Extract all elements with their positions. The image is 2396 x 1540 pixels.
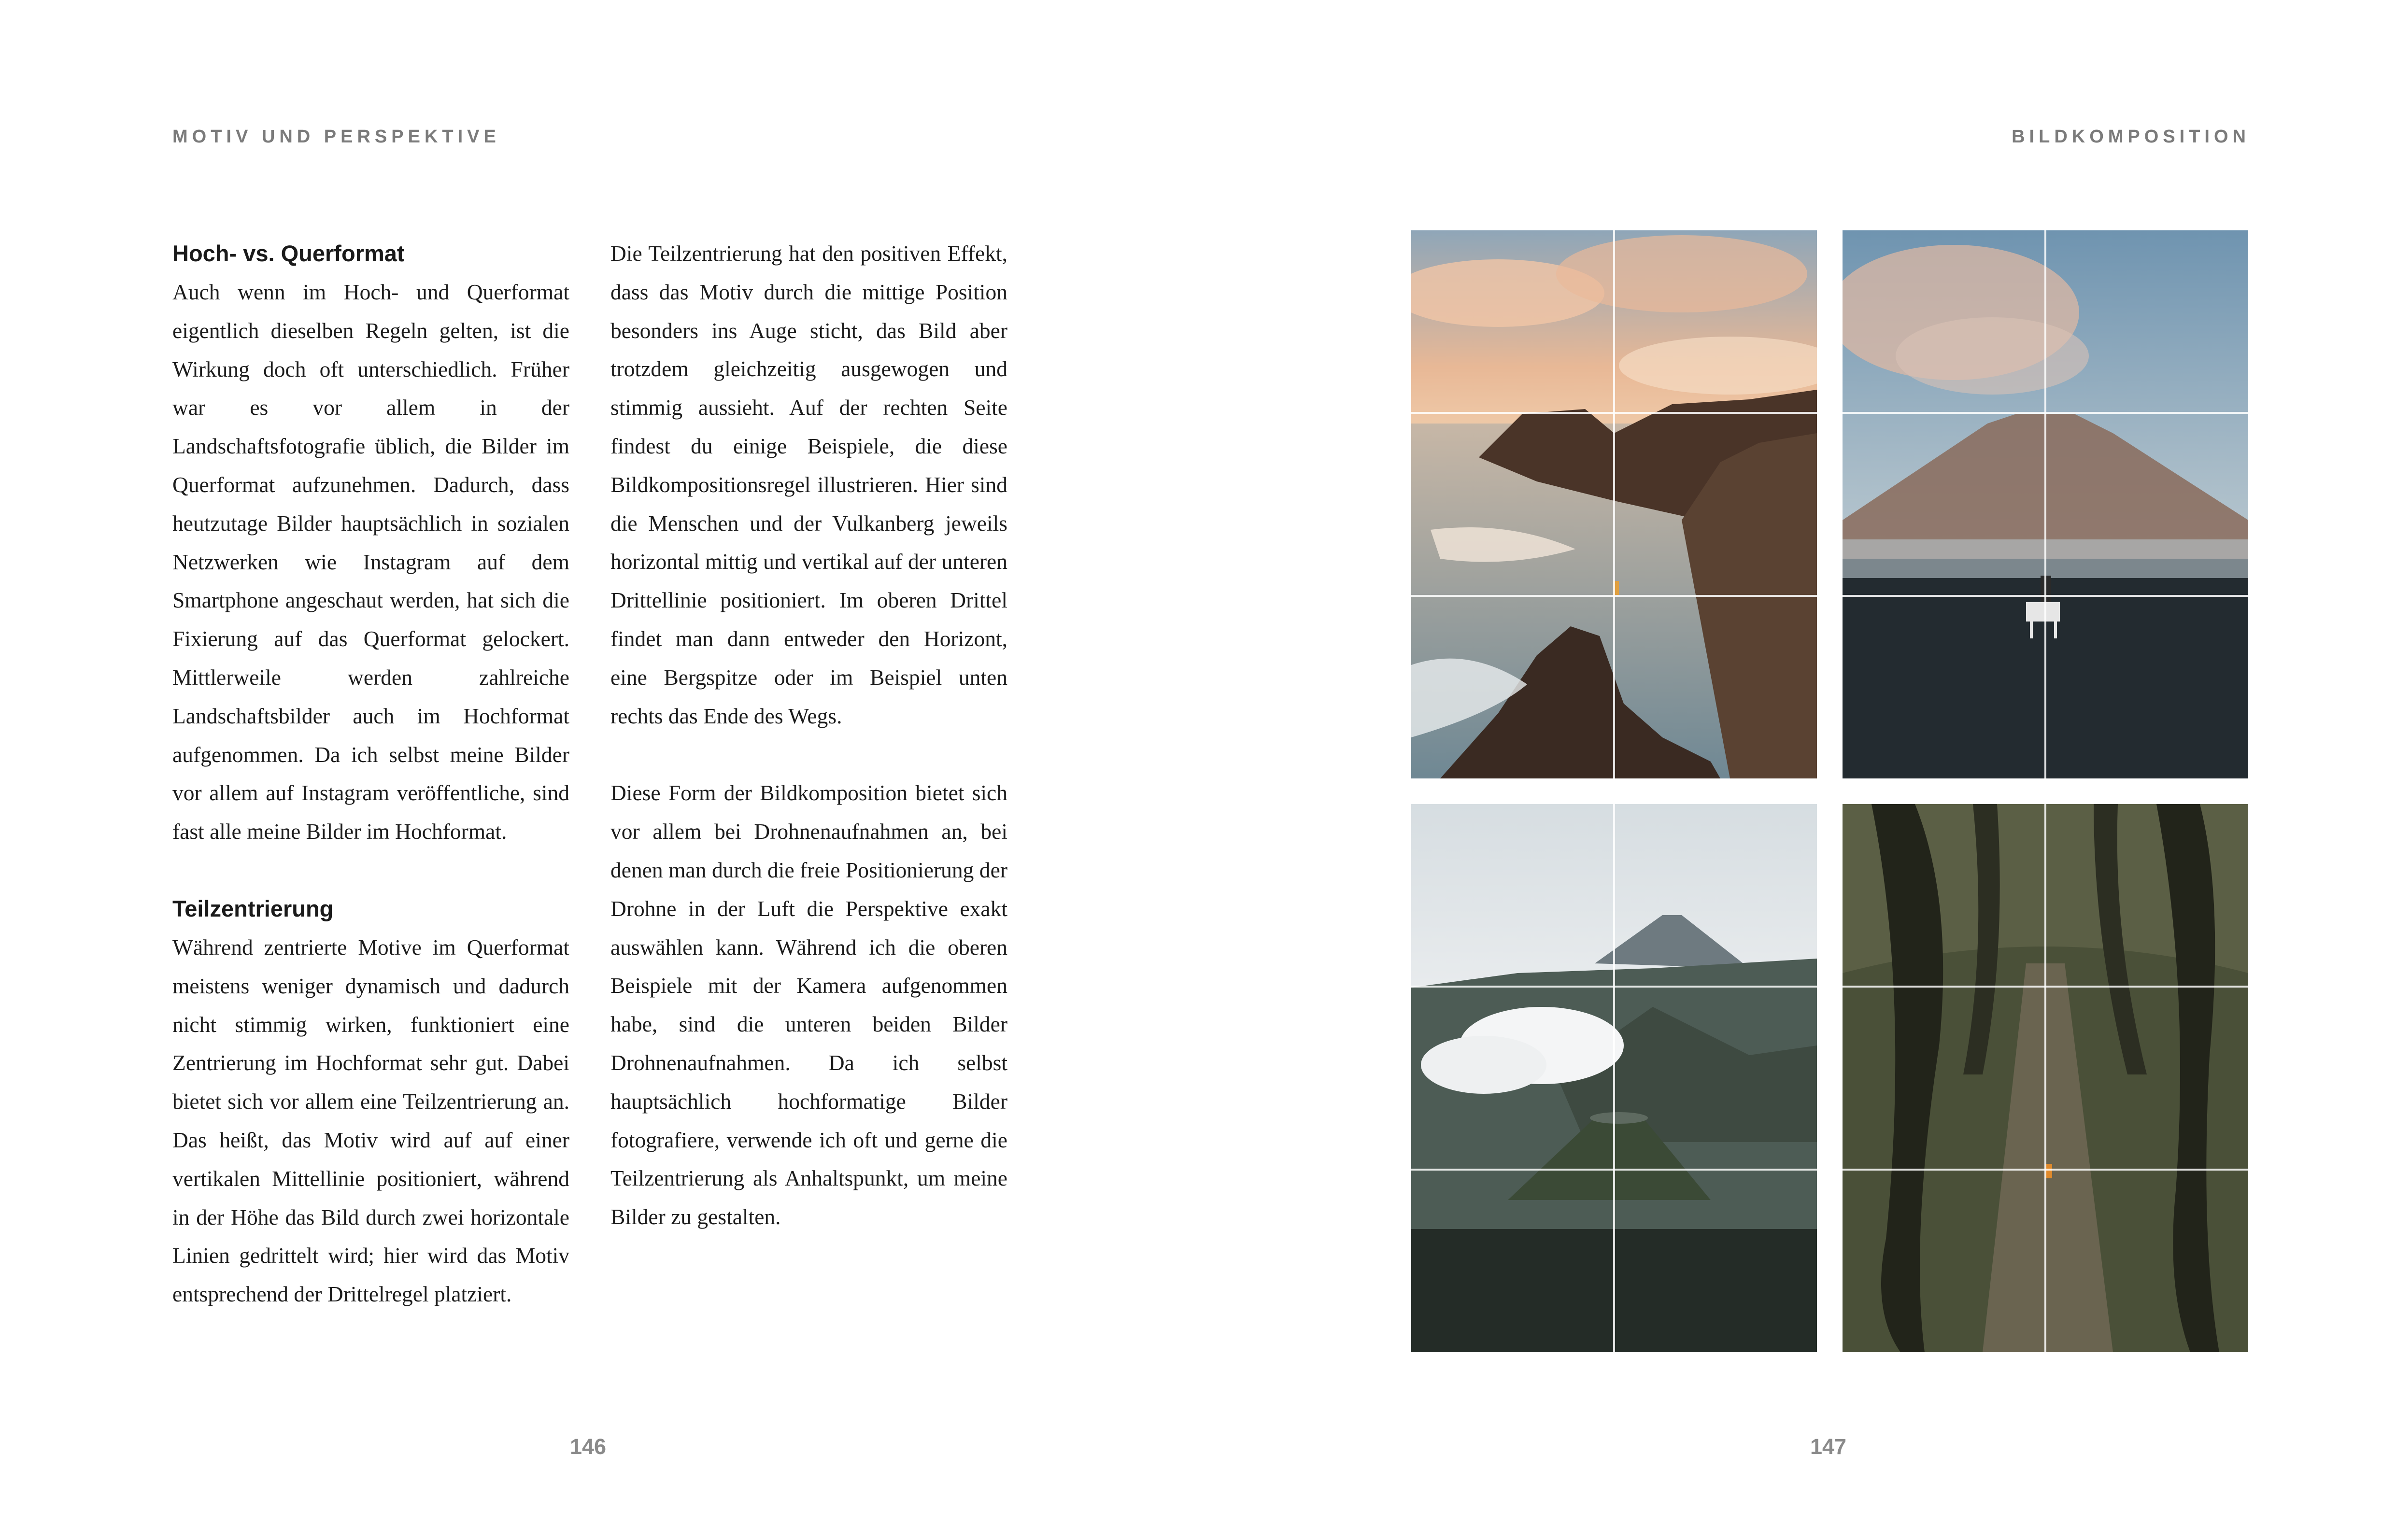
body-paragraph: Diese Form der Bildkomposition bietet sich vor allem bei Drohnenaufnahmen an, bei denen man durch die freie Positionierung der Drohne in der Luft die Perspektive exakt auswählen kann. Während ich die oberen Beispiele mit der Kamera aufgenommen habe, sind die unteren beiden Bilder Drohnenaufnahmen. Da ich selbst hauptsächlich hochformatige Bilder fotografiere, verwende ich oft und gerne die Teilzentrierung als Anhaltspunkt, um meine Bilder zu gestalten. [610,780,1007,1229]
running-head-right: BILDKOMPOSITION [2012,127,2250,147]
body-paragraph: Während zentrierte Motive im Querformat meistens weniger dynamisch und dadurch nicht stimmig wirken, funktioniert eine Zentrierung im Hochformat sehr gut. Dabei bietet sich vor allem eine Teilzentrierung an. Das heißt, das Motiv wird auf auf einer vertikalen Mittellinie positioniert, während in der Höhe das Bild durch zwei horizontale Linien gedrittelt wird; hier wird das Motiv entsprechend der Drittelregel platziert. [172,934,569,1307]
grid-line [1411,1169,1817,1171]
photo-volcanic-landscape [1411,804,1817,1352]
body-paragraph: Die Teilzentrierung hat den positiven Effekt, dass das Motiv durch die mittige Position besonders ins Auge sticht, das Bild aber trotzdem gleichzeitig ausgewogen und stimmig aussieht. Auf der rechten Seite findest du einige Beispiele, die diese Bildkompositionsregel illustrieren. Hier sind die Menschen und der Vulkanberg jeweils horizontal mittig und vertikal auf der unteren Drittellinie positioniert. Im oberen Drittel findet man dann entweder den Horizont, eine Bergspitze oder im Beispiel unten rechts das Ende des Wegs. [610,241,1007,728]
grid-line [2044,804,2046,1352]
section-heading: Teilzentrierung [172,895,334,921]
body-paragraph: Auch wenn im Hoch- und Querformat eigentlich dieselben Regeln gelten, ist die Wirkung doch oft unterschiedlich. Früher war es vor allem in der Landschaftsfotografie üblich, die Bilder im Querformat aufzunehmen. Dadurch, dass heutzutage Bilder hauptsächlich in sozialen Netzwerken wie Instagram auf dem Smartphone angeschaut werden, hat sich die Fixierung auf das Querformat gelockert. Mittlerweile werden zahlreiche Landschaftsbilder auch im Hochformat aufgenommen. Da ich selbst meine Bilder vor allem auf Instagram veröffentliche, sind fast alle meine Bilder im Hochformat. [172,280,569,844]
grid-line [1411,412,1817,414]
grid-line [1613,230,1615,778]
grid-line [1613,804,1615,1352]
photo-forest-path [1843,804,2248,1352]
grid-line [1843,986,2248,988]
grid-line [1411,595,1817,597]
grid-line [1843,595,2248,597]
grid-line [1843,412,2248,414]
page-number-left: 146 [570,1434,607,1459]
photo-volcano-rider [1843,230,2248,778]
grid-line [1843,1169,2248,1171]
grid-line [1411,986,1817,988]
running-head-left: MOTIV UND PERSPEKTIVE [172,127,500,147]
grid-line [2044,230,2046,778]
page-number-right: 147 [1810,1434,1847,1459]
text-column-left [172,234,569,1314]
text-column-right [610,234,1007,1236]
section-heading: Hoch- vs. Querformat [172,240,405,266]
photo-coastal-cliffs [1411,230,1817,778]
